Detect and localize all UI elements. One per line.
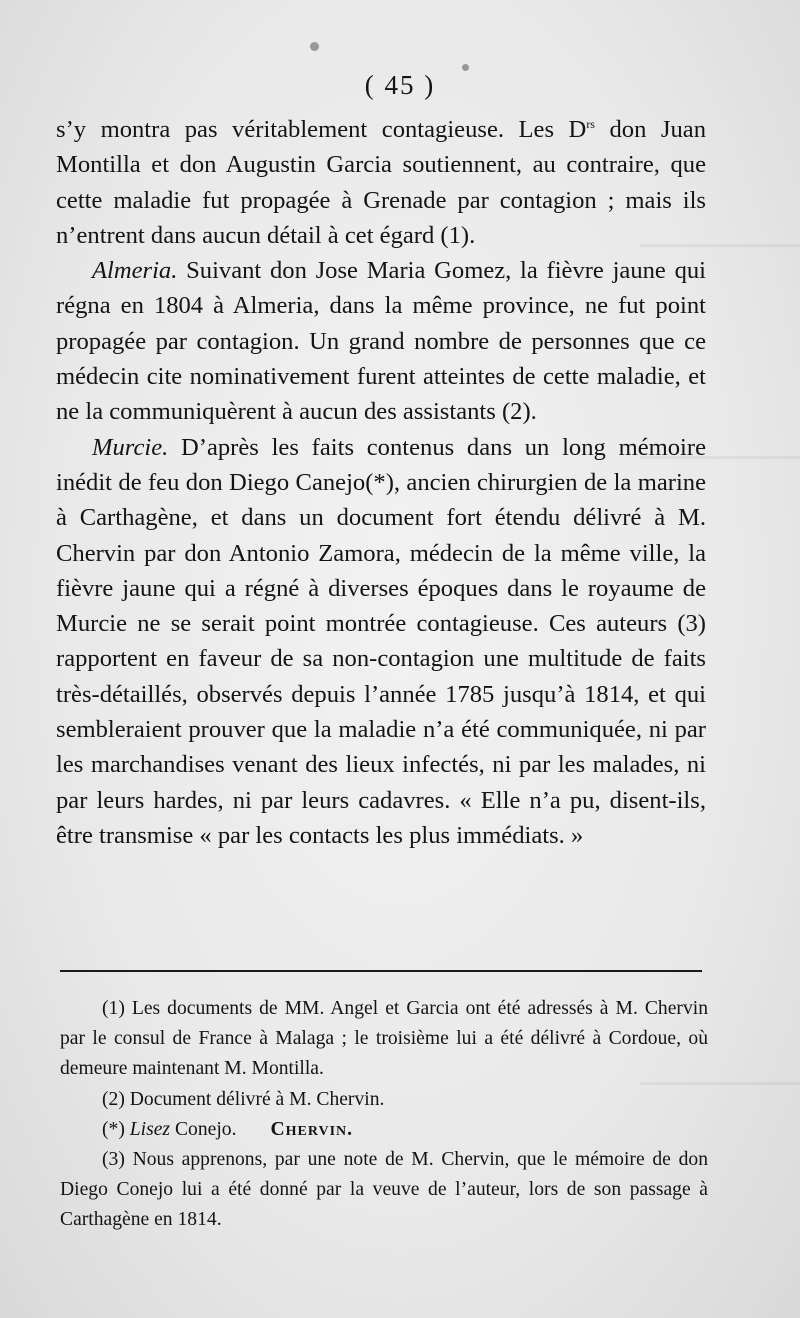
footnote-star-marker: (*) bbox=[102, 1118, 125, 1140]
footnotes bbox=[60, 994, 708, 1236]
footnote-star-text: Conejo. bbox=[174, 1118, 237, 1140]
place-heading-murcie: Murcie. bbox=[92, 433, 169, 461]
footnote-star bbox=[60, 1115, 708, 1145]
page-number: ( 45 ) bbox=[364, 70, 436, 100]
paragraph-text: Suivant don Jose Maria Gomez, la fièvre jaune qui régna en 1804 à Almeria, dans la même province, ne fut point propagée par contagion. Un grand nombre de personnes que ce médecin cite nominativement furent atteintes de cette maladie, et ne la communiquèrent à aucun des assistants (2). bbox=[56, 257, 706, 426]
footnote-star-signature: Chervin. bbox=[270, 1118, 354, 1140]
footnote-3: (3) Nous apprenons, par une note de M. Chervin, que le mémoire de don Diego Conejo lui a été donné par la veuve de l’auteur, lors de son passage à Carthagène en 1814. bbox=[60, 1149, 708, 1231]
paragraph-murcie bbox=[56, 430, 706, 854]
paragraph-text: D’après les faits contenus dans un long mémoire inédit de feu don Diego Canejo(*), ancien chirurgien de la marine à Carthagène, et dans un document fort étendu délivré à M. Chervin par don Antonio Zamora, médecin de la même ville, la fièvre jaune qui a régné à diverses époques dans le royaume de Murcie ne se serait point montrée contagieuse. Ces auteurs (3) rapportent en faveur de sa non-contagion une multitude de faits très-détaillés, observés depuis l’année 1785 jusqu’à 1814, et qui sembleraient prouver que la maladie n’a été communiquée, ni par les marchandises venant des lieux infectés, ni par les malades, ni par leurs hardes, ni par leurs cadavres. « Elle n’a pu, disent-ils, être transmise « par les contacts les plus immédiats. » bbox=[56, 433, 706, 849]
paragraph-text: s’y montra pas véritablement contagieuse. Les D bbox=[56, 116, 587, 143]
footnote-1: (1) Les documents de MM. Angel et Garcia ont été adressés à M. Chervin par le consul de France à Malaga ; le troisième lui a été délivré à Cordoue, où demeure maintenant M. Montilla. bbox=[60, 998, 708, 1080]
place-heading-almeria: Almeria. bbox=[92, 257, 178, 285]
doctors-abbrev-superscript: rs bbox=[586, 116, 595, 131]
main-text bbox=[56, 112, 706, 853]
footnote-separator bbox=[60, 970, 702, 972]
paragraph-almeria bbox=[56, 253, 706, 429]
paper-speck bbox=[310, 42, 319, 51]
footnote-star-lisez: Lisez bbox=[129, 1118, 171, 1140]
footnote-2: (2) Document délivré à M. Chervin. bbox=[102, 1088, 385, 1110]
paragraph-granada bbox=[56, 112, 706, 253]
paragraph-text: don Juan Montilla et don Augustin Garcia soutiennent, au contraire, que cette maladie fut propagée à Grenade par contagion ; mais ils n’entrent dans aucun détail à cet égard (1). bbox=[56, 116, 706, 249]
